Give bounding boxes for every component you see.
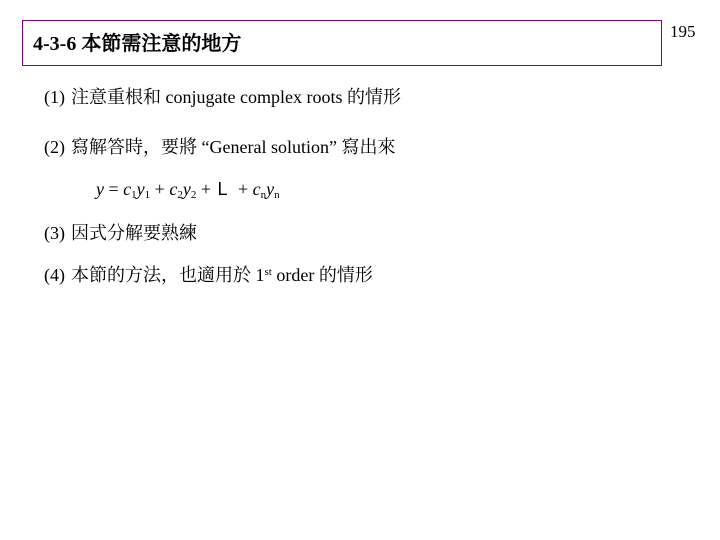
list-item <box>44 264 373 286</box>
eq-plus-1: + <box>150 179 170 199</box>
title-box <box>22 20 662 66</box>
item-text: 因式分解要熟練 <box>71 223 197 243</box>
eq-yn: y <box>266 179 275 199</box>
item-number: (2) <box>44 137 65 157</box>
general-solution-equation <box>96 178 280 200</box>
eq-y1: y <box>136 179 145 199</box>
item-number: (1) <box>44 87 65 107</box>
eq-c1-sub: 1 <box>131 189 137 201</box>
eq-lhs: y <box>96 179 104 199</box>
eq-dots: L <box>217 179 228 199</box>
list-item <box>44 136 395 158</box>
list-item <box>44 222 197 244</box>
ordinal-superscript: st <box>264 266 272 278</box>
item-text-after: order 的情形 <box>271 265 373 285</box>
item-text-before: 本節的方法，也適用於 1 <box>71 265 265 285</box>
list-item <box>44 86 401 108</box>
eq-y2: y <box>182 179 191 199</box>
eq-cn: c <box>252 179 261 199</box>
item-number: (4) <box>44 265 65 285</box>
eq-plus-2: + <box>196 179 216 199</box>
eq-cn-sub: n <box>260 189 267 201</box>
eq-yn-sub: n <box>274 189 280 201</box>
item-text: 寫解答時，要將 “General solution” 寫出來 <box>71 137 396 157</box>
section-title: 4-3-6 本節需注意的地方 <box>33 33 242 55</box>
eq-y1-sub: 1 <box>144 189 151 201</box>
eq-y2-sub: 2 <box>190 189 197 201</box>
page-number: 195 <box>670 22 696 41</box>
eq-c2: c <box>169 179 178 199</box>
eq-equals: = <box>104 179 124 199</box>
item-text: 注意重根和 conjugate complex roots 的情形 <box>71 87 401 107</box>
eq-plus-3: + <box>233 179 253 199</box>
item-number: (3) <box>44 223 65 243</box>
eq-c2-sub: 2 <box>177 189 183 201</box>
eq-c1: c <box>123 179 132 199</box>
